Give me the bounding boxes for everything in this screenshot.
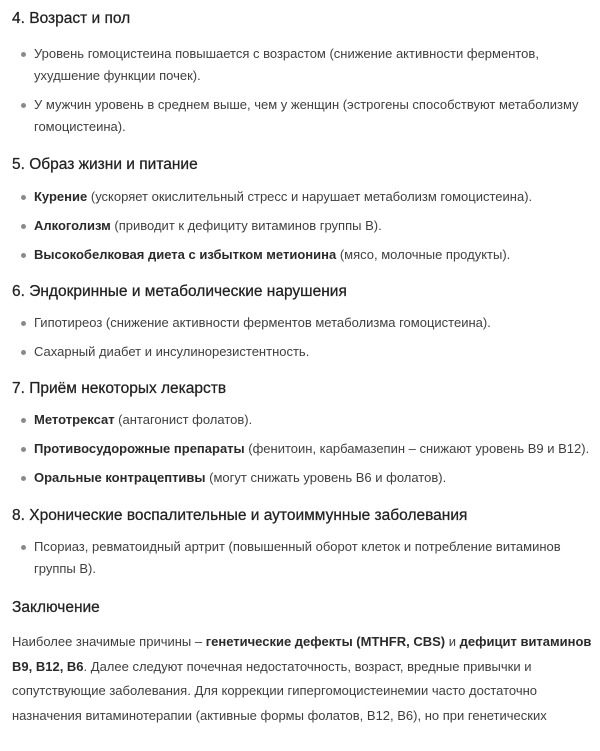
conclusion-emphasis: генетические дефекты (MTHFR, CBS) — [205, 634, 446, 649]
item-text: (фенитоин, карбамазепин – снижают уровень B9 и B12). — [244, 441, 590, 456]
document — [0, 9, 600, 728]
item-term: Высокобелковая диета с избытком метионина — [34, 247, 337, 262]
item-term: Метотрексат — [34, 412, 115, 427]
conclusion-text: и — [445, 634, 460, 649]
list-item — [12, 94, 596, 138]
item-text: (ускоряет окислительный стресс и нарушает метаболизм гомоцистеина). — [87, 189, 533, 204]
list-item — [12, 43, 596, 87]
bullet-list-endocrine — [12, 312, 600, 363]
section-heading-age-sex: 4. Возраст и пол — [12, 10, 131, 27]
conclusion-heading: Заключение — [12, 599, 100, 616]
list-item — [12, 409, 600, 431]
item-text: Уровень гомоцистеина повышается с возрастом (снижение активности ферментов, ухудшение функции почек). — [34, 46, 539, 83]
bullet-list-drugs — [12, 409, 600, 489]
item-term: Алкоголизм — [34, 218, 111, 233]
item-text: Псориаз, ревматоидный артрит (повышенный оборот клеток и потребление витаминов группы B). — [34, 539, 561, 576]
list-item — [12, 186, 600, 208]
bullet-list-age-sex — [12, 43, 596, 138]
list-item — [12, 244, 600, 266]
item-text: Гипотиреоз (снижение активности ферментов метаболизма гомоцистеина). — [34, 315, 491, 330]
section-heading-endocrine: 6. Эндокринные и метаболические нарушения — [12, 283, 347, 300]
conclusion-emphasis: дефицит витаминов B9, B12, B6 — [12, 634, 592, 674]
conclusion-text: Наиболее значимые причины – — [12, 634, 206, 649]
item-text: (мясо, молочные продукты). — [336, 247, 511, 262]
conclusion-paragraph — [12, 630, 600, 728]
section-heading-inflammatory: 8. Хронические воспалительные и аутоиммунные заболевания — [12, 507, 468, 524]
list-item — [12, 341, 600, 363]
item-text: (приводит к дефициту витаминов группы B). — [110, 218, 382, 233]
item-term: Оральные контрацептивы — [34, 470, 206, 485]
item-text: У мужчин уровень в среднем выше, чем у женщин (эстрогены способствуют метаболизму гомоцистеина). — [34, 97, 579, 134]
list-item — [12, 312, 600, 334]
list-item — [12, 536, 596, 580]
section-heading-lifestyle: 5. Образ жизни и питание — [12, 156, 198, 173]
list-item — [12, 438, 600, 460]
item-text: (могут снижать уровень B6 и фолатов). — [205, 470, 447, 485]
item-term: Курение — [34, 189, 88, 204]
bullet-list-lifestyle — [12, 186, 600, 266]
item-text: Сахарный диабет и инсулинорезистентность. — [34, 344, 310, 359]
list-item — [12, 467, 600, 489]
conclusion-text: . Далее следуют почечная недостаточность, возраст, вредные привычки и сопутствующие заболевания. Для коррекции гипергомоцистеинемии часто достаточно назначения витаминотерапии (активные формы фолатов, B12, B6), но при генетических — [12, 658, 547, 723]
item-text: (антагонист фолатов). — [114, 412, 253, 427]
bullet-list-inflammatory — [12, 536, 596, 580]
item-term: Противосудорожные препараты — [34, 441, 245, 456]
section-heading-drugs: 7. Приём некоторых лекарств — [12, 380, 227, 397]
list-item — [12, 215, 600, 237]
